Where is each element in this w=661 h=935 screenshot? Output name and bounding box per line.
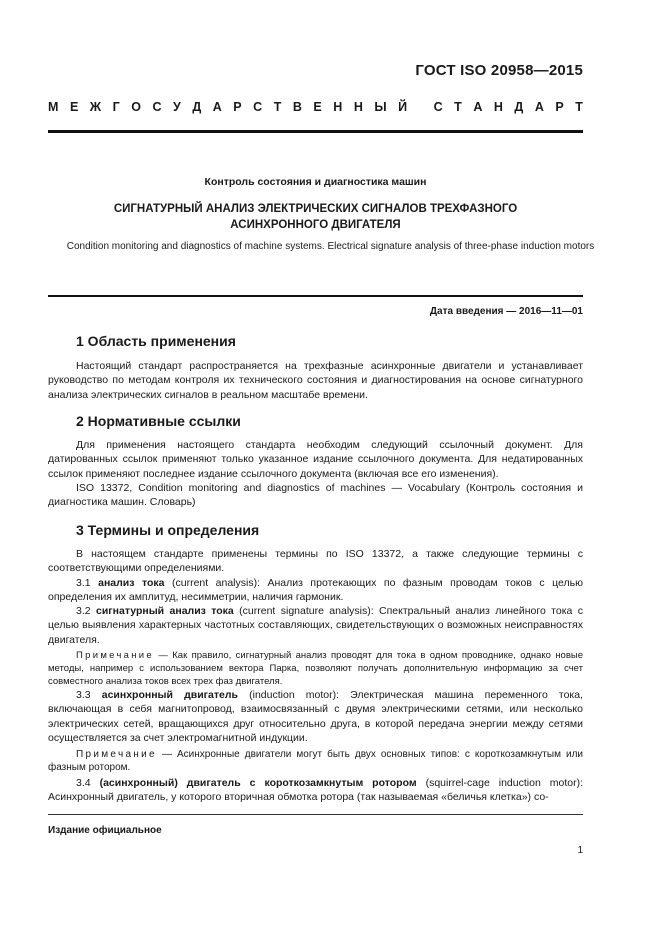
effective-date: Дата введения — 2016—11—01 <box>429 306 583 317</box>
term-3-3 <box>48 688 583 745</box>
banner-letter: А <box>212 100 222 114</box>
term-3-3-block <box>48 688 583 745</box>
paragraph: В настоящем стандарте применены термины по ISO 13372, а также следующие термины с соответствующими определениями. <box>48 548 583 575</box>
note-label: Примечание <box>76 650 154 661</box>
term-number: 3.4 <box>76 777 91 789</box>
banner-letter: Й <box>398 100 408 114</box>
term-name: сигнатурный анализ тока <box>96 605 234 618</box>
banner-letter: О <box>131 100 141 114</box>
banner-letter: Н <box>493 100 503 114</box>
title-rule <box>48 295 583 297</box>
banner-gap <box>419 100 422 114</box>
banner-letter: Т <box>575 100 583 114</box>
banner-letter: Т <box>273 100 282 114</box>
note-text: — Как правило, сигнатурный анализ проводят для тока в одном проводнике, однако новые методы, например с использованием вектора Парка, позволяют получать дополнительную информацию за счет совместного анализа токов всех трех фаз двигателя. <box>48 650 584 687</box>
paragraph: ISO 13372, Condition monitoring and diagnostics of machines — Vocabulary (Контроль состояния и диагностика машин. Словарь) <box>48 481 583 509</box>
standard-type-banner <box>48 100 583 114</box>
title-line: СИГНАТУРНЫЙ АНАЛИЗ ЭЛЕКТРИЧЕСКИХ СИГНАЛОВ ТРЕХФАЗНОГО <box>113 203 518 215</box>
banner-letter: Н <box>353 100 363 114</box>
title-line: АСИНХРОННОГО ДВИГАТЕЛЯ <box>230 219 401 231</box>
edition-label: Издание официальное <box>48 825 162 836</box>
term-name: (асинхронный) двигатель с короткозамкнутым ротором <box>99 777 417 789</box>
term-name: анализ тока <box>98 576 165 589</box>
paragraph: Настоящий стандарт распространяется на трехфазные асинхронные двигатели и устанавливает руководство по методам контроля их технического состояния и диагностирования на основе сигнатурного анализа электрических сигналов в реальном масштабе времени. <box>48 360 583 401</box>
section-2-body <box>48 438 583 509</box>
note-2 <box>48 748 583 774</box>
term-number: 3.1 <box>76 576 91 589</box>
document-title <box>90 201 541 233</box>
banner-letter: С <box>433 100 443 114</box>
section-2-heading: 2 Нормативные ссылки <box>76 413 241 429</box>
section-3-heading: 3 Термины и определения <box>76 522 260 538</box>
banner-letter: У <box>173 100 181 114</box>
section-3-body <box>48 547 583 647</box>
term-3-4-block <box>48 776 583 805</box>
term-3-1 <box>48 576 583 605</box>
banner-letter: Ы <box>374 100 387 114</box>
term-3-2 <box>48 604 583 647</box>
banner-letter: Е <box>313 100 322 114</box>
banner-letter: Р <box>555 100 564 114</box>
banner-letter: Р <box>233 100 242 114</box>
banner-letter: А <box>473 100 483 114</box>
document-subtitle: Контроль состояния и диагностика машин <box>204 176 427 188</box>
banner-letter: С <box>152 100 162 114</box>
footer-rule <box>48 814 583 815</box>
section-1-heading: 1 Область применения <box>76 333 236 349</box>
document-id: ГОСТ ISO 20958—2015 <box>415 62 583 79</box>
banner-letter: А <box>534 100 544 114</box>
term-name: асинхронный двигатель <box>101 689 238 701</box>
term-definition: (squirrel-cage induction motor): Асинхронный двигатель, у которого вторичная обмотка ротора (так называемая «беличья клетка») со- <box>48 777 583 804</box>
term-number: 3.3 <box>76 689 91 701</box>
banner-letter: Ж <box>89 100 102 114</box>
term-3-4 <box>48 776 583 805</box>
term-number: 3.2 <box>76 605 91 618</box>
term-definition: (current analysis): Анализ протекающих по фазным проводам токов с целью определения их амплитуд, несимметрии, наличия гармоник. <box>48 576 584 603</box>
note-text: — Асинхронные двигатели могут быть двух основных типов: с короткозамкнутым или фазным ротором. <box>48 749 584 773</box>
banner-letter: В <box>292 100 302 114</box>
banner-letter: Д <box>514 100 524 114</box>
section-1-body <box>48 359 583 402</box>
english-title: Condition monitoring and diagnostics of machine systems. Electrical signature analysis of three-phase induction motors <box>66 241 595 252</box>
banner-letter: Н <box>333 100 343 114</box>
banner-letter: С <box>253 100 263 114</box>
banner-letter: Г <box>112 100 120 114</box>
banner-letter: Т <box>454 100 462 114</box>
banner-letter: Д <box>192 100 202 114</box>
note-label: Примечание <box>76 749 157 760</box>
term-definition: (induction motor): Электрическая машина переменного тока, включающая в себя магнитопровод, взаимосвязанный с двумя электрическими сетями, или несколько электрических сетей, вращающихся друг относительно друга, в которой передача энергии между сетями осуществляется за счет электромагнитной индукции. <box>48 689 584 744</box>
paragraph: Для применения настоящего стандарта необходим следующий ссылочный документ. Для датированных ссылок применяют только указанное издание ссылочного документа. Для недатированных ссылок применяют последнее издание ссылочного документа (включая все его изменения). <box>48 439 583 480</box>
page-number: 1 <box>577 845 583 856</box>
banner-letter: М <box>48 100 59 114</box>
banner-letter: Е <box>69 100 79 114</box>
note-1 <box>48 649 583 688</box>
header-rule <box>48 130 583 133</box>
term-definition: (current signature analysis): Спектральный анализ линейного тока с целью выявления характерных частотных составляющих, свидетельствующих о возможных неисправностях двигателя. <box>48 605 583 646</box>
